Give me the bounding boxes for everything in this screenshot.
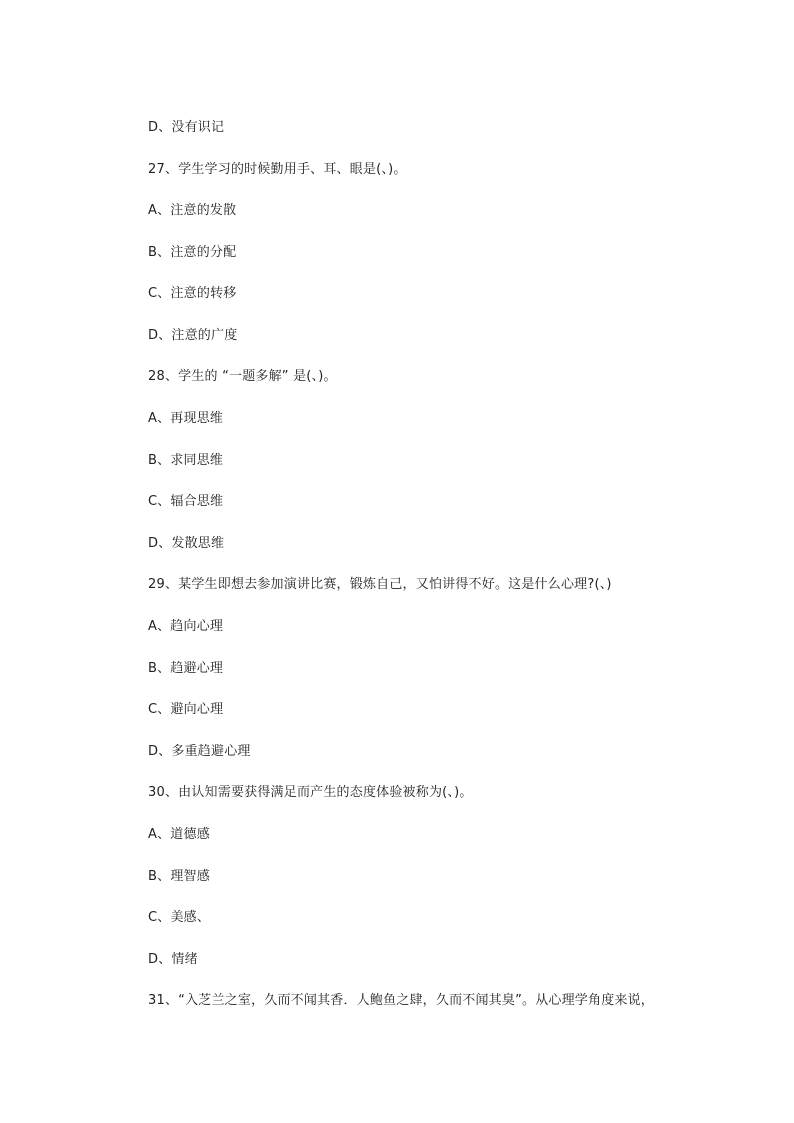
option-a-q30: A、道德感 [148, 827, 210, 842]
question-28: 28、学生的 “一题多解” 是(、)。 [148, 369, 337, 384]
option-d-q26: D、没有识记 [148, 120, 225, 135]
option-b-q27: B、注意的分配 [148, 245, 237, 260]
question-27: 27、学生学习的时候勤用手、耳、眼是(、)。 [148, 162, 407, 177]
option-a-q28: A、再现思维 [148, 411, 224, 426]
option-d-q28: D、发散思维 [148, 536, 225, 551]
option-c-q29: C、避向心理 [148, 702, 224, 717]
option-b-q30: B、理智感 [148, 869, 210, 884]
option-c-q27: C、注意的转移 [148, 286, 237, 301]
question-30: 30、由认知需要获得满足而产生的态度体验被称为(、)。 [148, 785, 473, 800]
option-c-q30: C、美感、 [148, 910, 211, 925]
option-d-q29: D、多重趋避心理 [148, 744, 251, 759]
option-d-q27: D、注意的广度 [148, 328, 238, 343]
option-a-q27: A、注意的发散 [148, 203, 237, 218]
question-31: 31、“入芝兰之室，久而不闻其香．人鲍鱼之肆，久而不闻其臭”。从心理学角度来说， [148, 993, 655, 1008]
option-d-q30: D、情绪 [148, 952, 198, 967]
question-29: 29、某学生即想去参加演讲比赛，锻炼自己，又怕讲得不好。这是什么心理?(、) [148, 577, 612, 592]
option-b-q28: B、求同思维 [148, 453, 224, 468]
option-c-q28: C、辐合思维 [148, 494, 224, 509]
option-b-q29: B、趋避心理 [148, 661, 224, 676]
option-a-q29: A、趋向心理 [148, 619, 224, 634]
